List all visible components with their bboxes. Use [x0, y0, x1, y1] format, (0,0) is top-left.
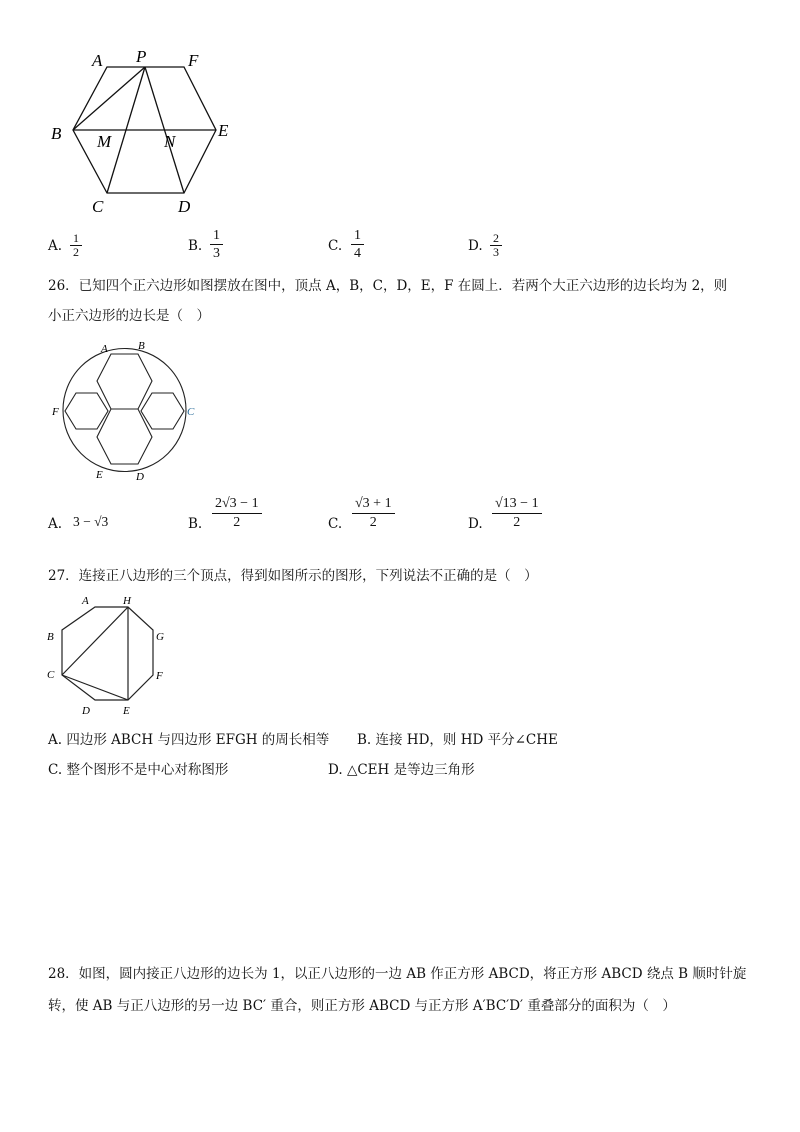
oct-point-label-h: H	[123, 595, 131, 607]
q25-option-b-letter[interactable]: B.	[188, 238, 203, 254]
hex-point-label-d: D	[136, 471, 144, 483]
q25-option-c-num: 1	[354, 228, 361, 243]
oct-point-label-a: A	[82, 595, 89, 607]
q27-stem: 27．连接正八边形的三个顶点，得到如图所示的图形，下列说法不正确的是（ ）	[48, 568, 538, 584]
point-label-n: N	[164, 132, 176, 151]
point-label-a: A	[92, 51, 103, 70]
q26-stem-line1: 26．已知四个正六边形如图摆放在图中，顶点 A，B，C，D，E，F 在圆上．若两个大正六边形的边长均为 2，则	[48, 278, 728, 294]
q27-option-b-text: 连接 HD，则 HD 平分∠CHE	[375, 732, 558, 748]
point-label-e: E	[218, 121, 229, 140]
q25-option-d-letter[interactable]: D.	[468, 238, 483, 254]
point-label-b: B	[51, 124, 62, 143]
q26-option-b-den: 2	[233, 515, 241, 530]
point-label-f: F	[188, 51, 199, 70]
oct-point-label-d: D	[82, 705, 90, 717]
oct-point-label-f: F	[156, 670, 163, 682]
q26-option-d-den: 2	[513, 515, 521, 530]
q25-option-c-den: 4	[354, 246, 361, 261]
q25-option-a-num: 1	[73, 231, 79, 245]
q27-option-b[interactable]	[357, 730, 558, 750]
point-label-c: C	[92, 197, 104, 216]
q28-stem-line1: 28．如图，圆内接正八边形的边长为 1，以正八边形的一边 AB 作正方形 ABCD，将正方形 ABCD 绕点 B 顺时针旋	[48, 966, 747, 982]
q25-option-a-den: 2	[73, 245, 79, 259]
oct-point-label-c: C	[47, 669, 55, 681]
q26-option-c-letter[interactable]: C.	[328, 516, 343, 532]
q25-option-b-fraction	[210, 227, 223, 262]
q26-option-a-text: 3 − √3	[73, 514, 109, 529]
q26-option-b-letter[interactable]: B.	[188, 516, 203, 532]
q27-option-a[interactable]	[48, 730, 329, 750]
q27-option-d-text: △CEH 是等边三角形	[346, 762, 475, 778]
q25-option-d-den: 3	[493, 245, 499, 259]
point-label-p: P	[136, 47, 147, 66]
oct-point-label-g: G	[156, 631, 164, 643]
q26-option-b-fraction	[212, 495, 262, 532]
q25-option-b-den: 3	[213, 246, 220, 261]
q26-option-c-num: √3 + 1	[355, 496, 392, 511]
q26-option-a-letter[interactable]: A.	[48, 516, 63, 532]
q26-option-d-num: √13 − 1	[495, 496, 539, 511]
oct-point-label-b: B	[47, 631, 54, 643]
point-label-m: M	[97, 132, 112, 151]
hex-point-label-b: B	[138, 340, 145, 352]
q25-option-d-fraction	[490, 232, 502, 259]
q26-option-c-den: 2	[369, 515, 377, 530]
hex-point-label-e: E	[96, 469, 103, 481]
hexagons-in-circle-figure-q26	[45, 338, 205, 488]
q25-option-b-num: 1	[213, 228, 220, 243]
hexagon-figure-q25	[40, 40, 250, 220]
q25-option-a-letter[interactable]: A.	[48, 238, 63, 254]
q26-option-d-letter[interactable]: D.	[468, 516, 483, 532]
point-label-d: D	[178, 197, 191, 216]
q25-option-a-fraction	[70, 232, 82, 259]
q27-option-a-text: 四边形 ABCH 与四边形 EFGH 的周长相等	[66, 732, 330, 748]
q27-option-b-letter: B.	[357, 732, 372, 748]
q27-option-a-letter: A.	[48, 732, 63, 748]
q26-option-b-num: 2√3 − 1	[215, 496, 259, 511]
q26-stem-line2: 小正六边形的边长是（ ）	[48, 308, 210, 324]
q27-option-d-letter: D.	[328, 762, 343, 778]
q25-option-c-letter[interactable]: C.	[328, 238, 343, 254]
q26-option-d-fraction	[492, 495, 542, 532]
q25-option-d-num: 2	[493, 231, 499, 245]
q27-option-c[interactable]	[48, 760, 228, 780]
octagon-figure-q27	[40, 590, 180, 720]
q26-option-c-fraction	[352, 495, 395, 532]
hex-point-label-c: C	[187, 406, 195, 418]
q27-option-d[interactable]	[328, 760, 475, 780]
q28-stem-line2: 转，使 AB 与正八边形的另一边 BC′ 重合，则正方形 ABCD 与正方形 A′BC′D′ 重叠部分的面积为（ ）	[48, 998, 676, 1014]
q25-option-c-fraction	[351, 227, 364, 262]
q27-option-c-letter: C.	[48, 762, 63, 778]
q27-option-c-text: 整个图形不是中心对称图形	[66, 762, 229, 778]
oct-point-label-e: E	[123, 705, 130, 717]
hex-point-label-a: A	[101, 343, 108, 355]
hex-point-label-f: F	[52, 406, 59, 418]
